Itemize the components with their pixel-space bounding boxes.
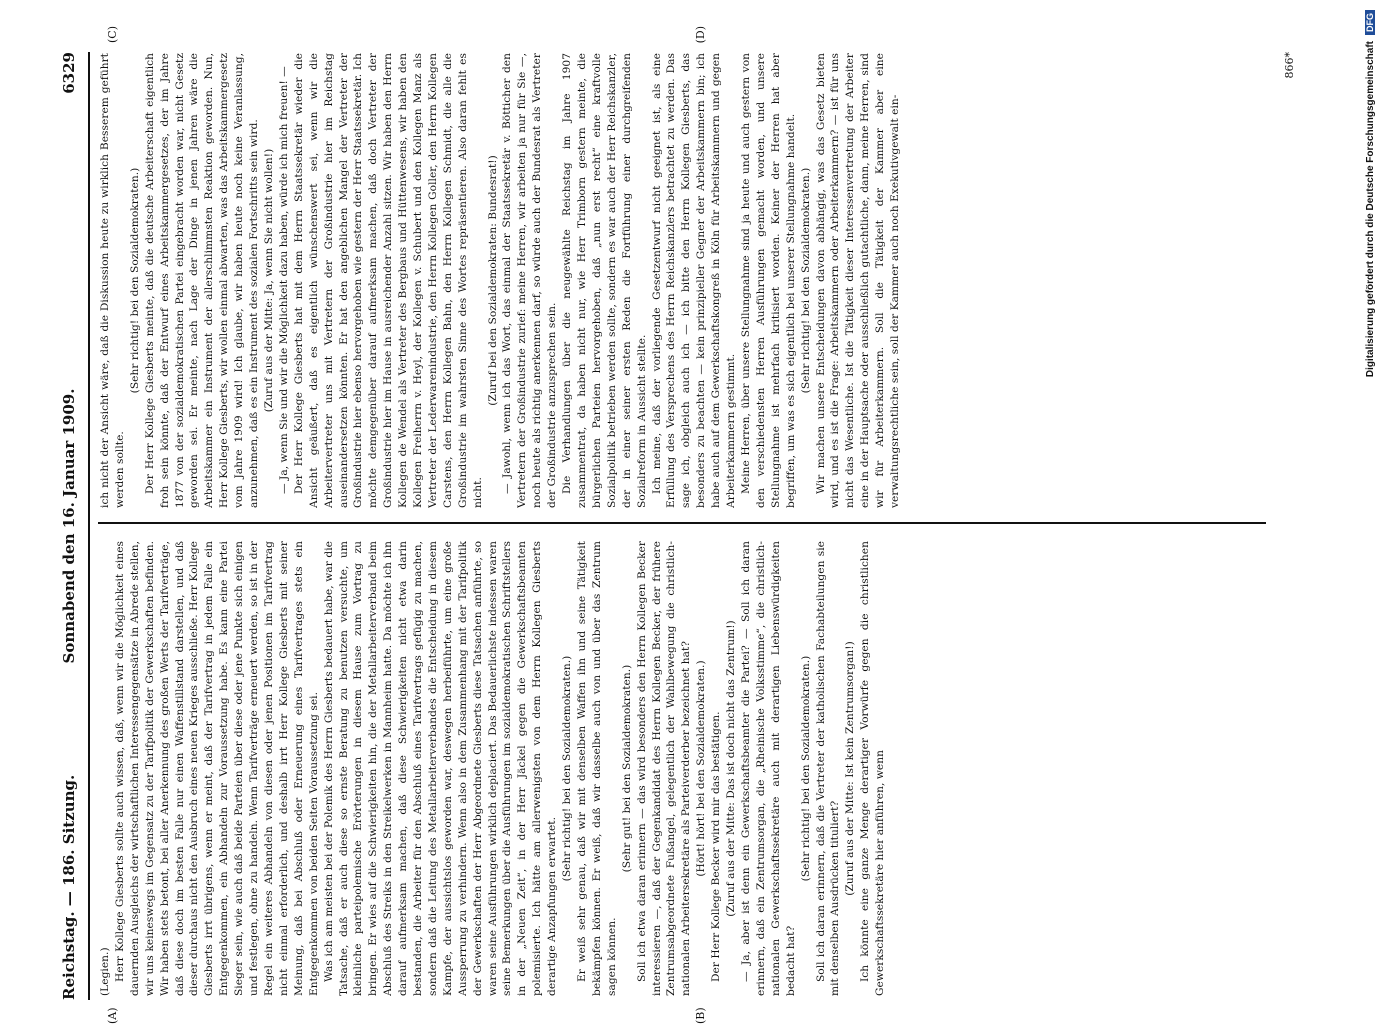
interjection: (Hört! hört! bei den Sozialdemokraten.): [695, 660, 708, 877]
document-page: [54, 26, 1316, 1024]
page-header: [54, 52, 90, 1000]
right-column: [98, 53, 1266, 508]
credit-text: Digitalisierung gefördert durch die Deutsche Forschungsgemeinschaft: [1364, 41, 1376, 378]
paragraph: — Ja, wenn Sie und wir die Möglichkeit dazu haben, würde ich mich freuen! —: [277, 66, 290, 494]
paragraph: Herr Kollege Giesberts sollte auch wissen, daß, wenn wir die Möglichkeit eines dauernden Ausgleichs der wirtschaftlichen Interessengegensätze in Abrede stellen, wir uns keineswegs im Gegensatz zu der Tarifpolitik der Gewerkschaften befinden. Wir haben stets betont, bei aller Anerkennung des großen Werts der Tarifverträge, daß diese doch im besten Falle nur einen Waffenstillstand darstellen, und daß dieser durchaus nicht den Ausbruch eines neuen Krieges ausschließe. Herr Kollege Giesberts irrt übrigens, wenn er meint, daß der Tarifvertrag in jedem Falle ein Entgegenkommen, ein Abhandeln zur Voraussetzung habe. Es kann eine Partei Sieger sein, wie auch daß beide Parteien über diese oder jene Punkte sich einigen und festlegen, ohne zu handeln. Wenn Tarifverträge erneuert werden, so ist in der Regel ein weiteres Abhandeln von diesen oder jenen Positionen im Tarifvertrag nicht einmal erforderlich, und deshalb irrt Herr Kollege Giesberts mit seiner Meinung, daß bei Abschluß oder Erneuerung eines Tarifvertrages stets ein Entgegenkommen von beiden Seiten Voraussetzung sei.: [113, 541, 320, 996]
interjection: (Zuruf aus der Mitte: Ist kein Zentrumsorgan!): [844, 641, 857, 896]
paragraph: Der Herr Kollege Becker wird mir das bestätigen.: [710, 711, 723, 982]
column-divider: [98, 523, 1266, 525]
left-column: [98, 541, 1266, 996]
paragraph: Wir machen unsere Entscheidungen davon abhängig, was das Gesetz bieten wird, und es ist die Frage: Arbeitskammern oder Arbeiterkammern? — ist für uns nicht das Wesentliche. Ist die Tätigkeit dieser Interessenvertretung der Arbeiter eine in der Hauptsache oder ausschließlich gutachtliche, dann, meine Herren, sind wir für Arbeiterkammern. Soll die Tätigkeit der Kammer aber eine verwaltungsrechtliche sein, soll der Kammer auch noch Exekutivgewalt ein-: [814, 53, 902, 508]
page-number: 6329: [60, 52, 78, 94]
margin-marker-a: (A): [106, 1007, 119, 1024]
margin-marker-d: (D): [694, 26, 707, 44]
paragraph: Was ich am meisten bei der Polemik des Herrn Giesberts bedauert habe, war die Tatsache, daß er auch diese so ernste Beratung zu benutzen versuchte, um kleinliche parteipolemische Erörterungen in diesem Hause zum Vortrag zu bringen. Er wies auf die Schwierigkeiten hin, die der Metallarbeiterverband beim Abschluß des Streiks in den Streikelwerken in Mannheim hatte. Da möchte ich ihn darauf aufmerksam machen, daß diese Schwierigkeiten nicht etwa darin bestanden, die Arbeiter für den Abschluß eines Tarifvertrags gefügig zu machen, sondern daß die Leitung des Metallarbeiterverbandes die Entscheidung in diesem Kampfe, der aussichtslos geworden war, deswegen herbeiführte, um eine große Aussperrung zu verhindern. Wenn also in dem Zusammenhang mit der Tarifpolitik der Gewerkschaften der Herr Abgeordnete Giesberts diese Tatsachen anführte, so waren seine Ausführungen wirklich deplaciert. Das Bedauerlichste indessen waren seine Bemerkungen über die Ausführungen im sozialdemokratischen Schriftstellers in der „Neuen Zeit“, in der Herr Jäckel gegen die Gewerkschaftsbeamten polemisierte. Ich hätte am allerwenigsten von dem Herrn Kollegen Giesberts derartige Anzapfungen erwartet.: [322, 541, 559, 996]
paragraph: Soll ich daran erinnern, daß die Vertreter der katholischen Fachabteilungen sie mit denselben Ausdrücken tituliert?: [814, 541, 842, 996]
paragraph: Der Herr Kollege Giesberts meinte, daß die deutsche Arbeiterschaft eigentlich froh sein könnte, daß der Entwurf eines Arbeitskammergesetzes, der im Jahre 1877 von der sozialdemokratischen Partei eingebracht worden war, nicht Gesetz geworden sei. Er meinte, nach Lage der Dinge in jenen Jahren wäre die Arbeitskammer ein Instrument der allerschlimmsten Reaktion geworden. Nun, Herr Kollege Giesberts, wir wollen einmal abwarten, was das Arbeitskammergesetz vom Jahre 1909 wird! Ich glaube, wir haben heute noch keine Veranlassung, anzunehmen, daß es ein Instrument des sozialen Fortschritts sein wird.: [143, 53, 261, 508]
interjection: (Zuruf aus der Mitte: Ja, wenn Sie nicht wollen!): [262, 148, 275, 413]
paragraph: (Legien.): [99, 947, 111, 996]
paragraph: Ich meine, daß der vorliegende Gesetzentwurf nicht geeignet ist, als eine Erfüllung des Versprechens des Herrn Reichskanzlers betrachtet zu werden. Das sage ich, obgleich auch ich — ich bitte den Herrn Kollegen Giesberts, das besonders zu beachten — kein prinzipieller Gegner der Arbeitskammern bin; ich habe auch auf dem Gewerkschaftskongreß in Köln für Arbeitskammern und gegen Arbeiterkammern gestimmt.: [650, 53, 738, 508]
interjection: (Zuruf bei den Sozialdemokraten: Bundesrat!): [486, 155, 499, 406]
paragraph: Meine Herren, über unsere Stellungnahme sind ja heute und auch gestern von den verschiedensten Herren Ausführungen gemacht worden, und unsere Stellungnahme ist mehrfach kritisiert worden. Keiner der Herren hat aber begriffen, um was es sich eigentlich bei unserer Stellungnahme handelt.: [739, 53, 797, 508]
interjection: (Sehr richtig! bei den Sozialdemokraten.): [799, 167, 812, 394]
interjection: (Zuruf aus der Mitte: Das ist doch nicht das Zentrum!): [725, 620, 738, 917]
paragraph: Die Verhandlungen über die neugewählte Reichstag im Jahre 1907 zusammentrat, da haben nicht nur, wie Herr Trimborn gestern meinte, die bürgerlichen Parteien hervorgehoben, daß „nun erst recht“ eine kraftvolle Sozialpolitik betrieben werden sollte, sondern es war auch der Herr Reichskanzler, der in einer seiner ersten Reden die Fortführung einer durchgreifenden Sozialreform in Aussicht stellte.: [561, 53, 648, 508]
dfg-logo: DFG: [1365, 10, 1375, 35]
paragraph: Der Herr Kollege Giesberts hat mit dem Herrn Staatssekretär wieder die Ansicht geäußert, daß es eigentlich wünschenswert sei, wenn wir die Arbeitervertreter uns mit Vertretern der Großindustrie hier im Reichstag auseinandersetzen könnten. Er hat den angeblichen Mangel der Vertreter der Großindustrie hier ebenso hervorgehoben wie gestern der Herr Staatssekretär. Ich möchte demgegenüber darauf aufmerksam machen, daß doch Vertreter der Großindustrie hier im Hause in ausreichender Anzahl sitzen. Wir haben den Herrn Kollegen de Wendel als Vertreter des Bergbaus und Hüttenwesens, wir haben den Kollegen Freiherrn v. Heyl, der Kollegen v. Schubert und den Kollegen Manz als Vertreter der Lederwarenindustrie, den Herrn Kollegen Goller, den Herrn Kollegen Carstens, den Herrn Kollegen Bahn, den Herrn Kollegen Schmidt, die alle die Großindustrie im wahrsten Sinne des Wortes repräsentieren. Also daran fehlt es nicht.: [292, 53, 484, 508]
interjection: (Sehr richtig! bei den Sozialdemokraten.): [799, 655, 812, 882]
interjection: (Sehr richtig! bei den Sozialdemokraten.): [128, 167, 141, 394]
margin-marker-b: (B): [694, 1007, 707, 1024]
digitization-credit: [1360, 0, 1380, 1000]
paragraph: Er weiß sehr genau, daß wir mit denselben Waffen ihn und seine Tätigkeit bekämpfen können. Er weiß, daß wir dasselbe auch von und über das Zentrum sagen können.: [576, 541, 618, 996]
side-strip: [1356, 0, 1383, 1000]
paragraph: — Jawohl, wenn ich das Wort, das einmal der Staatssekretär v. Bötticher den Vertretern der Großindustrie zurief: meine Herren, wir arbeiten ja nur für Sie —, noch heute als richtig anerkennen darf, so würde auch der Bundesrat als Vertreter der Großindustrie anzusprechen sein.: [501, 53, 559, 508]
header-session: Reichstag. — 186. Sitzung.: [60, 774, 78, 1000]
margin-marker-c: (C): [106, 26, 119, 43]
paragraph: — Ja, aber ist denn ein Gewerkschaftsbeamter die Partei? — Soll ich daran erinnern, daß ein Zentrumsorgan, die „Rheinische Volksstimme“, die christlich-nationalen Gewerkschaftssekretäre auch mit derartigen Liebenswürdigkeiten bedacht hat?: [739, 541, 797, 996]
paragraph: ich nicht der Ansicht wäre, daß die Diskussion heute zu wirklich Besserem geführt werden sollte.: [99, 53, 126, 508]
interjection: (Sehr richtig! bei den Sozialdemokraten.): [561, 655, 574, 882]
footer-mark: 866*: [1283, 52, 1296, 79]
paragraph: Soll ich etwa daran erinnern — das wird besonders den Herrn Kollegen Becker interessieren —, daß der Gegenkandidat des Herrn Kollegen Becker, der frühere Zentrumsabgeordnete Fußangel, gelegentlich der Wahlbewegung die christlich-nationalen Arbeitersekretäre als Parteiverderber bezeichnet hat?: [635, 541, 693, 996]
header-date: Sonnabend den 16. Januar 1909.: [60, 388, 78, 664]
paragraph: Ich könnte eine ganze Menge derartiger Vorwürfe gegen die christlichen Gewerkschaftssekretäre hier anführen, wenn: [859, 541, 887, 996]
interjection: (Sehr gut! bei den Sozialdemokraten.): [620, 664, 633, 873]
